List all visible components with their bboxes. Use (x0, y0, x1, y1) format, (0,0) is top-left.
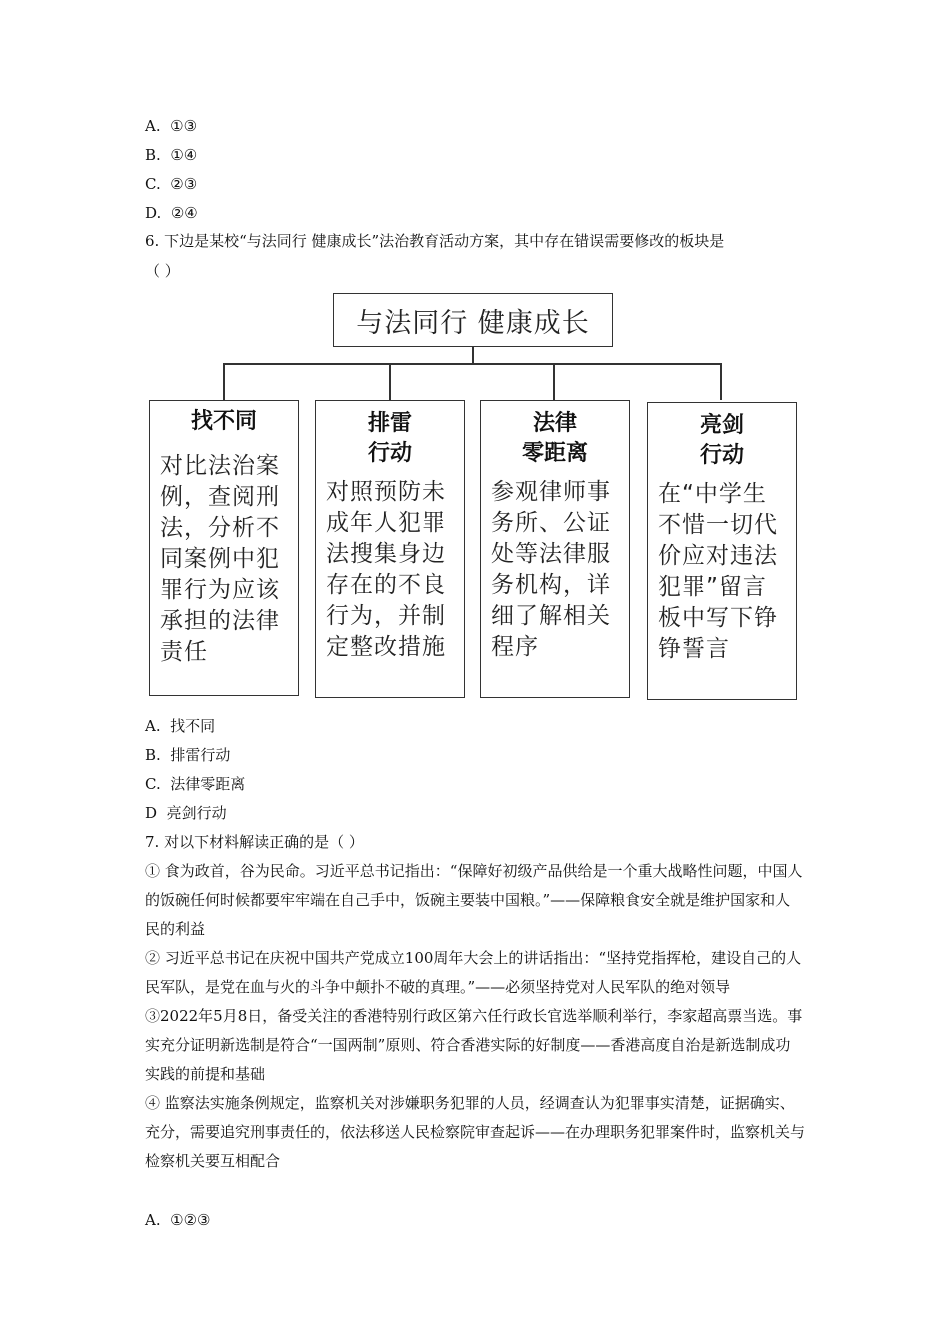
card-body: 对比法治案例，查阅刑法，分析不同案例中犯罪行为应该承担的法律责任 (160, 453, 280, 665)
q7-option-a: A. ①②③ (145, 1211, 211, 1229)
card-body: 参观律师事务所、公证处等法律服务机构，详细了解相关程序 (491, 479, 611, 660)
q5-option-d: D. ②④ (145, 204, 198, 222)
q6-option-c: C. 法律零距离 (145, 775, 246, 793)
connector-bar (223, 363, 721, 365)
q6-option-d: D 亮剑行动 (145, 804, 227, 822)
card-title: 法律 零距离 (521, 411, 588, 466)
q5-option-b: B. ①④ (145, 146, 198, 164)
card-law-zero-distance (480, 400, 630, 698)
q6-stem-paren: （ ） (145, 262, 180, 280)
q6-option-a: A. 找不同 (145, 717, 216, 735)
q7-item-2: ② 习近平总书记在庆祝中国共产党成立100周年大会上的讲话指出：“坚持党指挥枪，建设自己的人民军队，是党在血与火的斗争中颠扑不破的真理。”——必须坚持党对人民军队的绝对领导 (145, 949, 802, 996)
card-title: 排雷 行动 (367, 411, 412, 466)
diagram-title: 与法同行 健康成长 (333, 293, 613, 347)
connector-drop-2 (389, 363, 391, 400)
connector-drop-4 (720, 363, 722, 400)
q6-stem: 6. 下边是某校“与法同行 健康成长”法治教育活动方案，其中存在错误需要修改的板块是 (145, 232, 725, 250)
connector-drop-3 (553, 363, 555, 400)
q7-item-1: ① 食为政首，谷为民命。习近平总书记指出：“保障好初级产品供给是一个重大战略性问题，中国人的饭碗任何时候都要牢牢端在自己手中，饭碗主要装中国粮。”——保障粮食安全就是维护国家和人民的利益 (145, 862, 803, 938)
card-sword-action (647, 402, 797, 700)
q7-stem: 7. 对以下材料解读正确的是（ ） (145, 833, 364, 851)
card-find-difference (149, 400, 299, 696)
q7-item-4: ④ 监察法实施条例规定，监察机关对涉嫌职务犯罪的人员，经调查认为犯罪事实清楚，证据确实、充分，需要追究刑事责任的，依法移送人民检察院审查起诉——在办理职务犯罪案件时，监察机关与检察机关要互相配合 (145, 1094, 806, 1170)
card-body: 对照预防未成年人犯罪法搜集身边存在的不良行为，并制定整改措施 (326, 479, 446, 660)
q6-activity-diagram (145, 288, 810, 708)
card-mine-clearing (315, 400, 465, 698)
q7-materials (145, 857, 805, 1176)
connector-trunk (472, 347, 474, 364)
card-title: 亮剑 行动 (699, 413, 744, 468)
connector-drop-1 (223, 363, 225, 400)
card-body: 在“中学生不惜一切代价应对违法犯罪”留言板中写下铮铮誓言 (658, 481, 778, 662)
q6-option-b: B. 排雷行动 (145, 746, 231, 764)
card-title: 找不同 (190, 409, 257, 434)
q7-item-3: ③2022年5月8日，备受关注的香港特别行政区第六任行政长官选举顺利举行，李家超高票当选。事实充分证明新选制是符合“一国两制”原则、符合香港实际的好制度——香港高度自治是新选制成功实践的前提和基础 (145, 1007, 803, 1083)
q5-option-a: A. ①③ (145, 117, 198, 135)
q5-option-c: C. ②③ (145, 175, 198, 193)
